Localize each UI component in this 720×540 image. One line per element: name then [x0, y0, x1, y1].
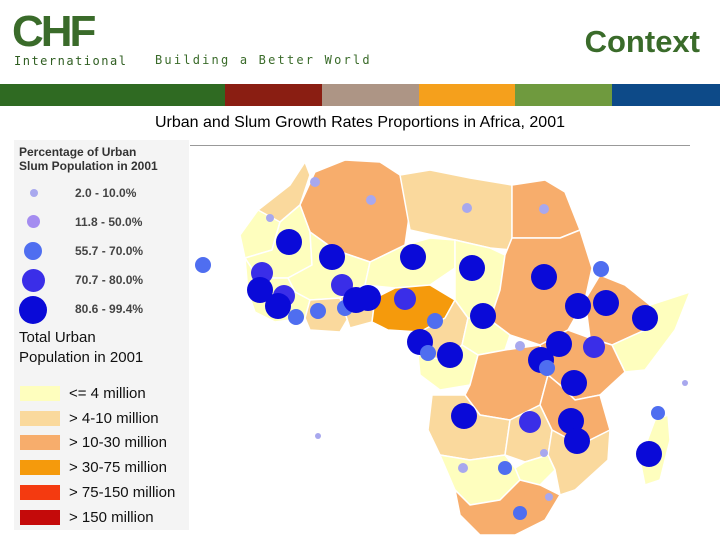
slum-marker	[498, 461, 512, 475]
slum-legend-item	[14, 211, 189, 235]
population-legend-label: > 30-75 million	[69, 459, 167, 476]
slum-marker	[651, 406, 665, 420]
slum-marker	[462, 203, 472, 213]
population-legend-label: > 75-150 million	[69, 484, 176, 501]
slum-legend-item	[14, 269, 189, 293]
africa-map	[190, 146, 700, 540]
slum-marker	[636, 441, 662, 467]
slum-marker	[400, 244, 426, 270]
slum-marker	[195, 257, 211, 273]
color-bar-segment-3	[322, 84, 419, 106]
slum-dot-icon	[30, 189, 38, 197]
slum-legend-label: 2.0 - 10.0%	[75, 186, 137, 200]
color-bar-segment-2	[225, 84, 322, 106]
slum-marker	[451, 403, 477, 429]
population-legend-label: > 150 million	[69, 509, 154, 526]
slum-marker	[266, 214, 274, 222]
map-legend	[14, 140, 189, 530]
color-bar-segment-4	[419, 84, 515, 106]
color-bar-segment-5	[515, 84, 612, 106]
slum-legend-label: 70.7 - 80.0%	[75, 273, 144, 287]
slum-marker	[470, 303, 496, 329]
slum-marker	[539, 204, 549, 214]
slum-marker	[459, 255, 485, 281]
slum-legend-label: 80.6 - 99.4%	[75, 302, 144, 316]
slum-marker	[265, 293, 291, 319]
slum-marker	[288, 309, 304, 325]
slum-marker	[513, 506, 527, 520]
slum-marker	[519, 411, 541, 433]
slum-marker	[540, 449, 548, 457]
slum-marker	[420, 345, 436, 361]
slum-marker	[545, 493, 553, 501]
slum-legend-label: 11.8 - 50.0%	[75, 215, 143, 229]
slum-marker	[315, 433, 321, 439]
slum-marker	[394, 288, 416, 310]
population-swatch	[20, 411, 60, 426]
slum-marker	[632, 305, 658, 331]
slum-marker	[593, 261, 609, 277]
color-bar-segment-1	[0, 84, 225, 106]
slum-marker	[366, 195, 376, 205]
slum-dot-icon	[19, 296, 47, 324]
slum-legend-label: 55.7 - 70.0%	[75, 244, 144, 258]
slum-marker	[539, 360, 555, 376]
slum-legend-item	[14, 182, 189, 206]
page-title: Context	[584, 24, 700, 59]
map-title: Urban and Slum Growth Rates Proportions in Africa, 2001	[155, 114, 565, 131]
logo-mark: CHF	[12, 7, 94, 56]
slum-marker	[319, 244, 345, 270]
slum-legend-title-line2: Slum Population in 2001	[19, 159, 158, 173]
libya-region	[400, 170, 512, 250]
population-legend-label: > 10-30 million	[69, 434, 167, 451]
slum-legend-item	[14, 298, 189, 322]
slum-dot-icon	[22, 269, 45, 292]
slum-marker	[682, 380, 688, 386]
color-bar-segment-6	[612, 84, 720, 106]
population-swatch	[20, 435, 60, 450]
population-swatch	[20, 460, 60, 475]
color-bar	[0, 84, 720, 106]
logo-subtext: International	[14, 54, 128, 68]
slum-dot-icon	[24, 242, 42, 260]
population-swatch	[20, 510, 60, 525]
slum-marker	[343, 287, 369, 313]
slum-marker	[437, 342, 463, 368]
slum-marker	[531, 264, 557, 290]
slum-marker	[310, 303, 326, 319]
country-shapes	[240, 160, 690, 535]
tagline: Building a Better World	[155, 53, 372, 67]
population-legend-title-line2: Population in 2001	[19, 349, 144, 366]
chf-logo	[12, 7, 142, 70]
slum-marker	[561, 370, 587, 396]
slum-legend-title-line1: Percentage of Urban	[19, 145, 137, 159]
slum-marker	[515, 341, 525, 351]
population-legend-label: > 4-10 million	[69, 410, 159, 427]
population-legend-title-line1: Total Urban	[19, 329, 96, 346]
slum-marker	[593, 290, 619, 316]
population-swatch	[20, 485, 60, 500]
slum-marker	[310, 177, 320, 187]
slum-marker	[458, 463, 468, 473]
slum-marker	[564, 428, 590, 454]
population-legend-label: <= 4 million	[69, 385, 146, 402]
population-swatch	[20, 386, 60, 401]
slum-legend-item	[14, 240, 189, 264]
slum-marker	[276, 229, 302, 255]
slum-marker	[565, 293, 591, 319]
slum-marker	[427, 313, 443, 329]
slum-marker	[583, 336, 605, 358]
slum-dot-icon	[27, 215, 40, 228]
